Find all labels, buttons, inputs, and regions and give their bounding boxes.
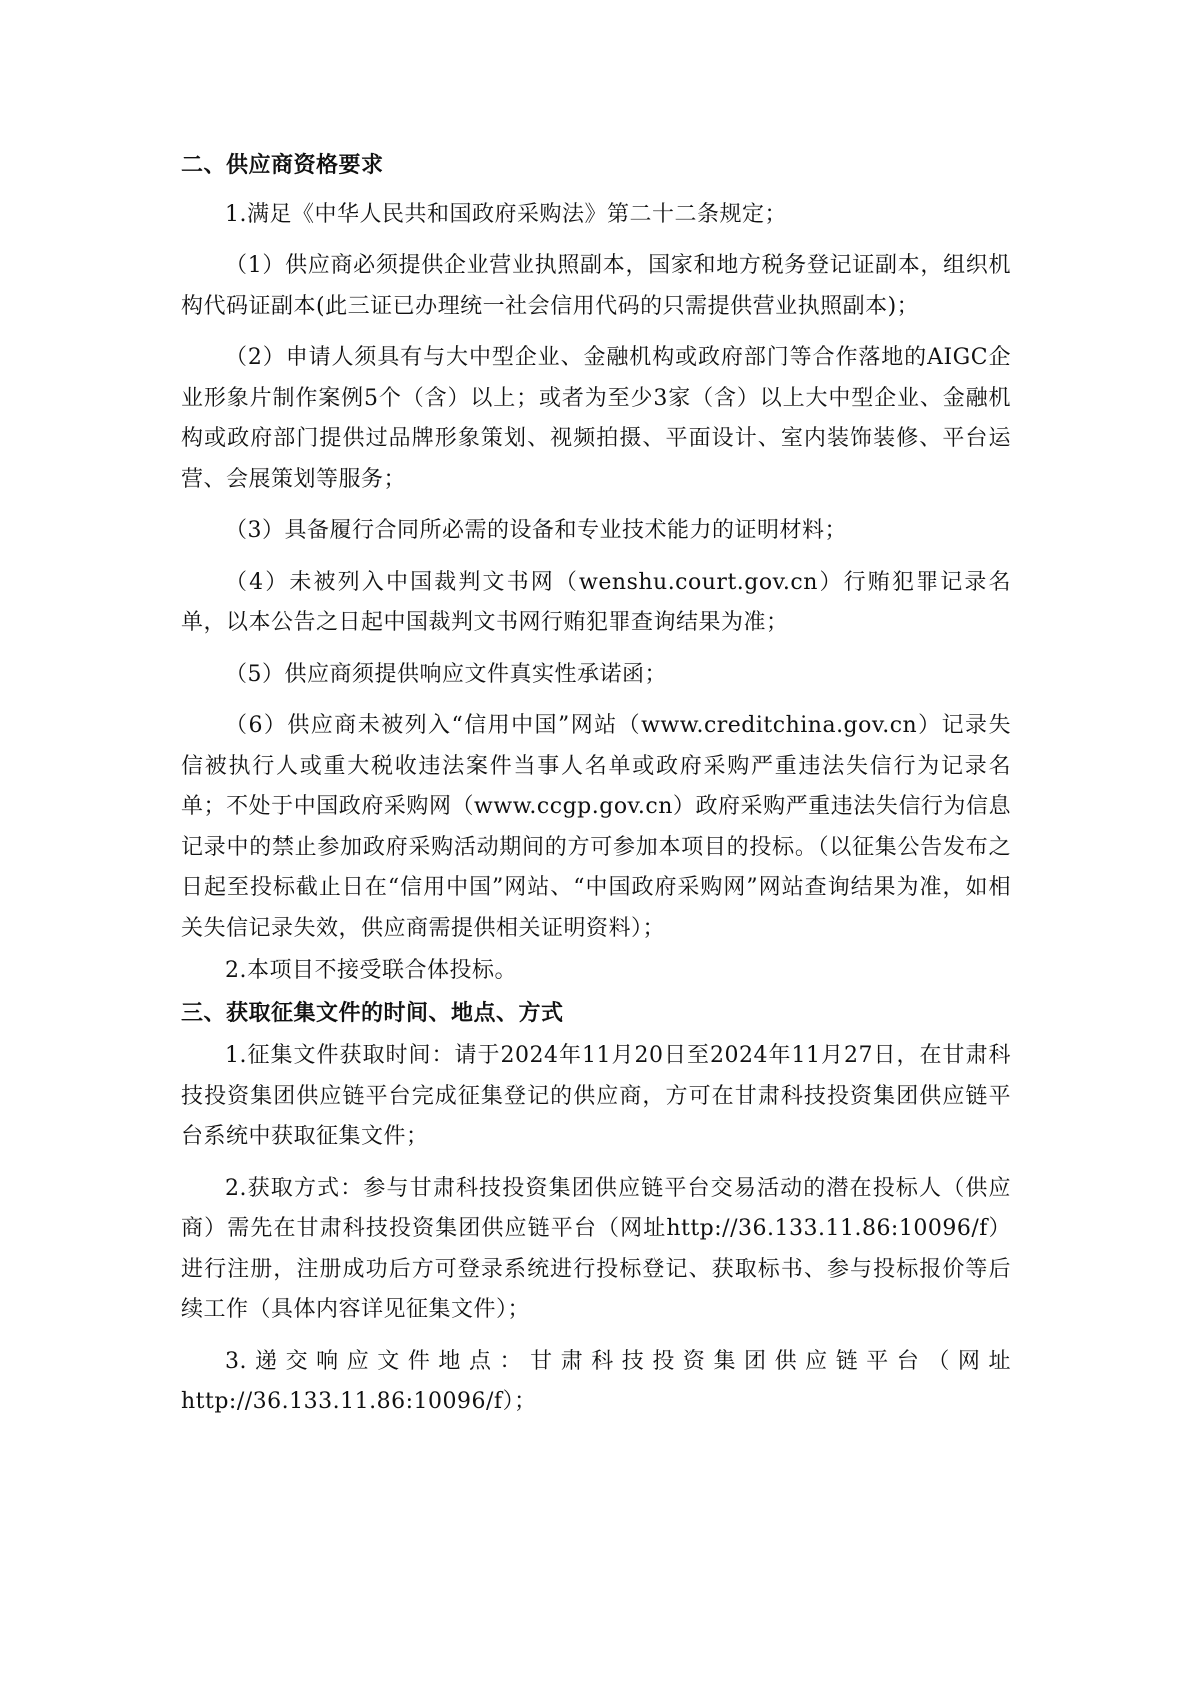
paragraph: 2.本项目不接受联合体投标。: [225, 958, 517, 983]
paragraph: 1.满足《中华人民共和国政府采购法》第二十二条规定；: [225, 201, 787, 227]
paragraph: 1.征集文件获取时间：请于2024年11月20日至2024年11月27日，在甘肃科技投资集团供应链平台完成征集登记的供应商，方可在甘肃科技投资集团供应链平台系统中获取征集文件；: [181, 1043, 1011, 1149]
paragraph: （3）具备履行合同所必需的设备和专业技术能力的证明材料；: [225, 518, 847, 543]
document-body: [181, 146, 1011, 1434]
paragraph: （1）供应商必须提供企业营业执照副本，国家和地方税务登记证副本，组织机构代码证副本(此三证已办理统一社会信用代码的只需提供营业执照副本)；: [181, 253, 1011, 319]
paragraph: （4）未被列入中国裁判文书网（wenshu.court.gov.cn）行贿犯罪记录名单，以本公告之日起中国裁判文书网行贿犯罪查询结果为准；: [181, 569, 1011, 635]
section-heading-obtain-documents: 三、获取征集文件的时间、地点、方式: [181, 1000, 564, 1026]
paragraph: （5）供应商须提供响应文件真实性承诺函；: [225, 661, 667, 687]
paragraph: 3.递交响应文件地点：甘肃科技投资集团供应链平台（网址http://36.133.11.86:10096/f）；: [181, 1348, 1011, 1414]
paragraph: （6）供应商未被列入“信用中国”网站（www.creditchina.gov.cn）记录失信被执行人或重大税收违法案件当事人名单或政府采购严重违法失信行为记录名单；不处于中国政府采购网（www.ccgp.gov.cn）政府采购严重违法失信行为信息记录中的禁止参加政府采购活动期间的方可参加本项目的投标。（以征集公告发布之日起至投标截止日在“信用中国”网站、“中国政府采购网”网站查询结果为准，如相关失信记录失效，供应商需提供相关证明资料）；: [181, 713, 1011, 941]
section-heading-supplier-qualifications: 二、供应商资格要求: [181, 153, 384, 178]
paragraph: 2.获取方式：参与甘肃科技投资集团供应链平台交易活动的潜在投标人（供应商）需先在甘肃科技投资集团供应链平台（网址http://36.133.11.86:10096/f）进行注册，注册成功后方可登录系统进行投标登记、获取标书、参与投标报价等后续工作（具体内容详见征集文件）；: [181, 1175, 1011, 1322]
paragraph: （2）申请人须具有与大中型企业、金融机构或政府部门等合作落地的AIGC企业形象片制作案例5个（含）以上；或者为至少3家（含）以上大中型企业、金融机构或政府部门提供过品牌形象策划、视频拍摄、平面设计、室内装饰装修、平台运营、会展策划等服务；: [181, 345, 1011, 492]
